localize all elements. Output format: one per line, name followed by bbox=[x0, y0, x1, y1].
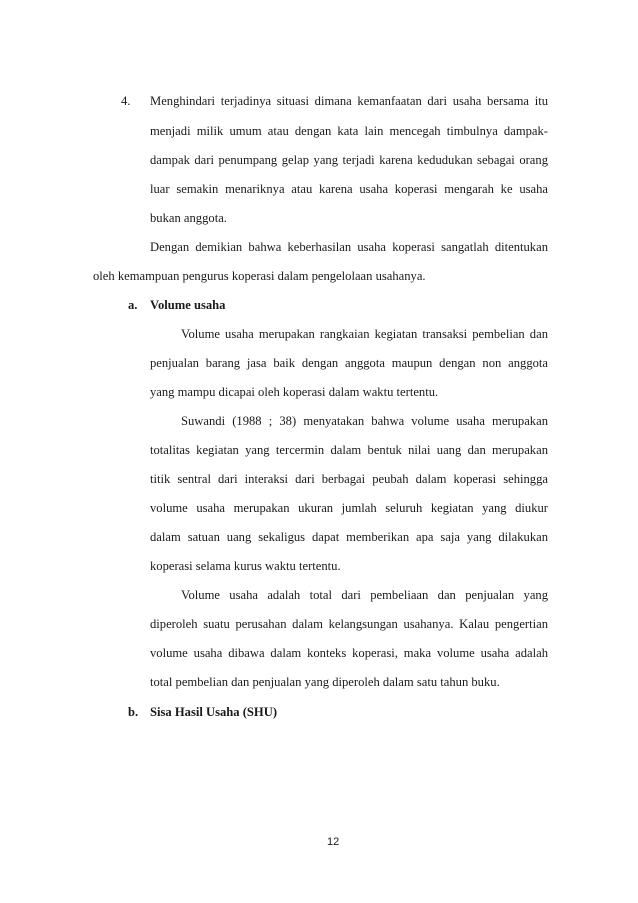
para2-line-2: totalitas kegiatan yang tercermin dalam bentuk nilai uang dan merupakan bbox=[150, 443, 548, 457]
para1-line-1: Volume usaha merupakan rangkaian kegiatan transaksi pembelian dan bbox=[181, 327, 548, 341]
para2-line-6: koperasi selama kurus waktu tertentu. bbox=[150, 559, 341, 573]
section-b-title: Sisa Hasil Usaha (SHU) bbox=[150, 705, 278, 719]
para3-line-1: Volume usaha adalah total dari pembeliaan dan penjualan yang bbox=[181, 588, 548, 602]
para2-line-1: Suwandi (1988 ; 38) menyatakan bahwa volume usaha merupakan bbox=[181, 414, 548, 428]
para1-line-3: yang mampu dicapai oleh koperasi dalam waktu tertentu. bbox=[150, 385, 439, 399]
item4-line-4: luar semakin menariknya atau karena usaha koperasi mengarah ke usaha bbox=[150, 182, 548, 196]
conclusion-line-2: oleh kemampuan pengurus koperasi dalam pengelolaan usahanya. bbox=[93, 269, 426, 283]
para3-line-4: total pembelian dan penjualan yang diperoleh dalam satu tahun buku. bbox=[150, 675, 500, 689]
para3-line-2: diperoleh suatu perusahan dalam kelangsungan usahanya. Kalau pengertian bbox=[150, 617, 548, 631]
list-number: 4. bbox=[121, 94, 131, 108]
page-number: 12 bbox=[327, 836, 340, 848]
para3-line-3: volume usaha dibawa dalam konteks koperasi, maka volume usaha adalah bbox=[150, 646, 548, 660]
para1-line-2: penjualan barang jasa baik dengan anggota maupun dengan non anggota bbox=[150, 356, 548, 370]
section-b-label: b. bbox=[128, 705, 139, 719]
conclusion-line-1: Dengan demikian bahwa keberhasilan usaha koperasi sangatlah ditentukan bbox=[150, 240, 548, 254]
para2-line-4: volume usaha merupakan ukuran jumlah seluruh kegiatan yang diukur bbox=[150, 501, 548, 515]
section-a-title: Volume usaha bbox=[150, 298, 226, 312]
item4-line-3: dampak dari penumpang gelap yang terjadi karena kedudukan sebagai orang bbox=[150, 153, 548, 167]
item4-line-1: Menghindari terjadinya situasi dimana kemanfaatan dari usaha bersama itu bbox=[150, 94, 548, 108]
para2-line-5: dalam satuan uang sekaligus dapat memberikan apa saja yang dilakukan bbox=[150, 530, 548, 544]
para2-line-3: titik sentral dari interaksi dari berbagai peubah dalam koperasi sehingga bbox=[150, 472, 548, 486]
section-a-label: a. bbox=[128, 298, 138, 312]
item4-line-5: bukan anggota. bbox=[150, 211, 227, 225]
item4-line-2: menjadi milik umum atau dengan kata lain mencegah timbulnya dampak- bbox=[150, 124, 548, 138]
